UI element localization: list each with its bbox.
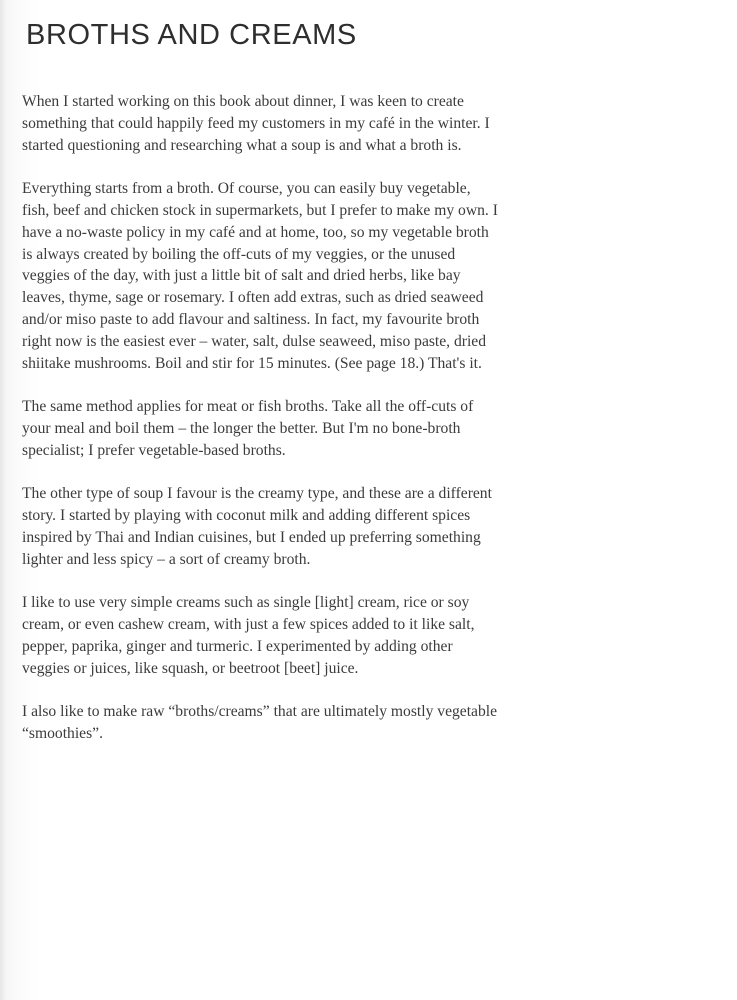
paragraph-creamy-soups: The other type of soup I favour is the creamy type, and these are a different story. I started by playing with coconut milk and adding different spices inspired by Thai and Indian cuisines, but I ended up preferring something lighter and less spicy – a sort of creamy broth. [22, 485, 492, 568]
paragraph-raw-broths: I also like to make raw “broths/creams” that are ultimately mostly vegetable “smoothies”. [22, 703, 498, 743]
paragraph-meat-fish-broths: The same method applies for meat or fish broths. Take all the off-cuts of your meal and boil them – the longer the better. But I'm no bone-broth specialist; I prefer vegetable-based broths. [22, 398, 474, 459]
paragraph-intro: When I started working on this book about dinner, I was keen to create something that could happily feed my customers in my café in the winter. I started questioning and researching what a soup is and what a broth is. [22, 93, 490, 154]
body-text [22, 91, 500, 767]
page-binding-shadow [0, 0, 6, 1000]
page-title: BROTHS AND CREAMS [26, 19, 357, 51]
paragraph-broth-basics: Everything starts from a broth. Of course, you can easily buy vegetable, fish, beef and chicken stock in supermarkets, but I prefer to make my own. I have a no-waste policy in my café and at home, too, so my vegetable broth is always created by boiling the off-cuts of my veggies, or the unused veggies of the day, with just a little bit of salt and dried herbs, like bay leaves, thyme, sage or rosemary. I often add extras, such as dried seaweed and/or miso paste to add flavour and saltiness. In fact, my favourite broth right now is the easiest ever – water, salt, dulse seaweed, miso paste, dried shiitake mushrooms. Boil and stir for 15 minutes. (See page 18.) That's it. [22, 180, 498, 372]
paragraph-simple-creams: I like to use very simple creams such as single [light] cream, rice or soy cream, or even cashew cream, with just a few spices added to it like salt, pepper, paprika, ginger and turmeric. I experimented by adding other veggies or juices, like squash, or beetroot [beet] juice. [22, 594, 475, 677]
